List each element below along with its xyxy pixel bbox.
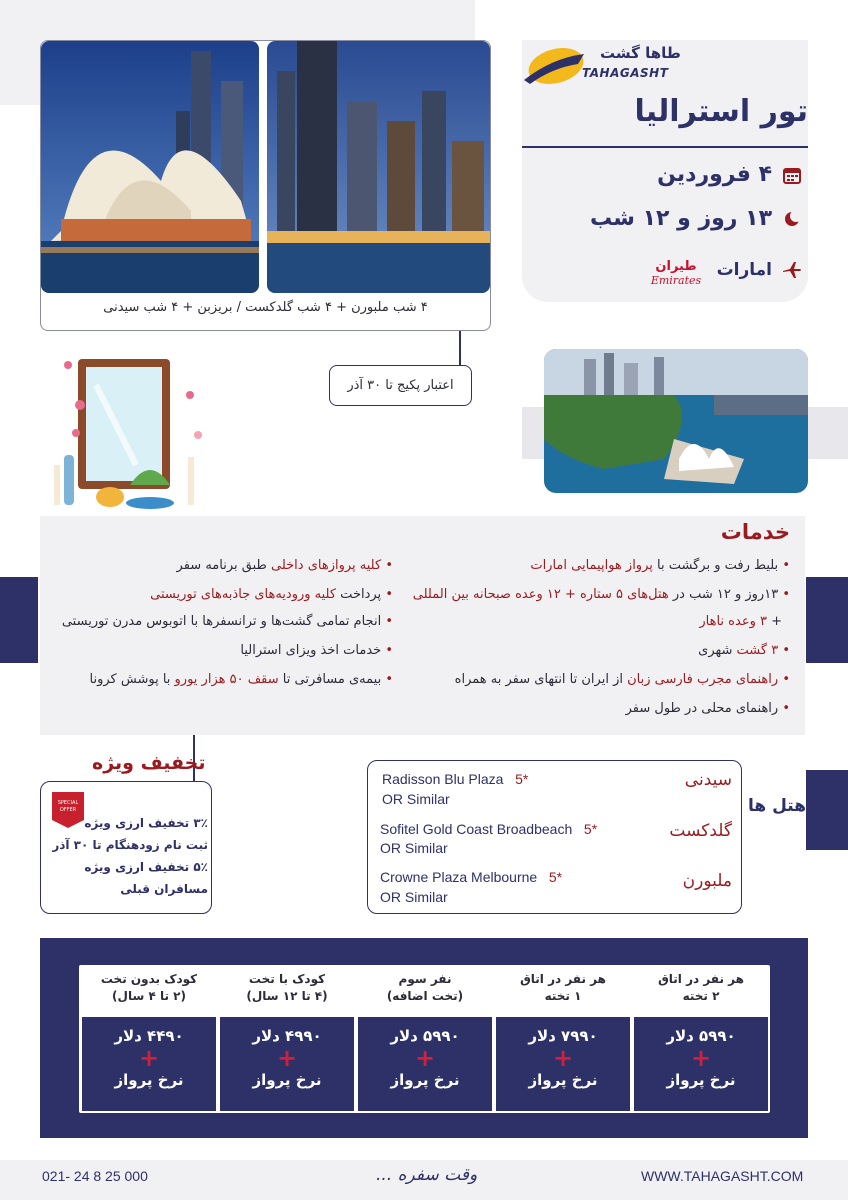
title-divider xyxy=(522,146,808,148)
hotels-title: هتل ها xyxy=(748,796,806,816)
flight-fare-label: نرخ پرواز xyxy=(528,1071,598,1089)
flight-fare-label: نرخ پرواز xyxy=(390,1071,460,1089)
plus-sign: + xyxy=(690,1044,712,1072)
footer-slogan: وقت سفره ... xyxy=(376,1165,478,1185)
services-title: خدمات xyxy=(720,520,790,544)
service-item: • انجام تمامی گشت‌ها و ترانسفرها با اتوبوس مدرن توریستی xyxy=(61,614,393,629)
price-column xyxy=(632,965,770,1089)
tour-duration-row xyxy=(590,206,802,231)
price-subheader: (تخت اضافه) xyxy=(386,989,464,1003)
svg-text:OFFER: OFFER xyxy=(59,807,77,813)
service-item: + ۳ وعده ناهار xyxy=(699,614,782,629)
hotel-city: ملبورن xyxy=(682,871,732,891)
special-offer-badge-icon xyxy=(50,790,86,830)
sydney-skyline-photo xyxy=(267,41,490,293)
hotel-name: Sofitel Gold Coast Broadbeach 5* xyxy=(380,821,598,837)
tour-date: ۴ فروردین xyxy=(657,162,772,187)
hotel-city: سیدنی xyxy=(684,770,732,790)
svg-text:SPECIAL: SPECIAL xyxy=(57,800,79,806)
price-value: ۵۹۹۰ دلار xyxy=(666,1027,736,1045)
price-column xyxy=(356,965,494,1089)
price-subheader: ۱ تخته xyxy=(544,989,582,1003)
price-header: کودک با تخت xyxy=(248,972,326,986)
hotel-city: گلدکست xyxy=(669,821,732,841)
decorative-bar xyxy=(806,577,848,663)
plus-sign: + xyxy=(276,1044,298,1072)
tour-duration: ۱۳ روز و ۱۲ شب xyxy=(590,206,772,231)
service-item: • بلیط رفت و برگشت با پرواز هواپیمایی امارات xyxy=(530,558,790,573)
hotel-name: Crowne Plaza Melbourne 5* xyxy=(380,869,563,885)
discount-title: تخفیف ویژه xyxy=(92,752,206,774)
decorative-bar xyxy=(806,770,848,850)
price-header: کودک بدون تخت xyxy=(100,972,198,986)
price-value: ۷۹۹۰ دلار xyxy=(528,1027,598,1045)
price-value: ۵۹۹۰ دلار xyxy=(390,1027,460,1045)
hotel-alt: OR Similar xyxy=(382,791,450,807)
price-subheader: (۲ تا ۴ سال) xyxy=(112,989,186,1003)
service-item: • پرداخت کلیه ورودیه‌های جاذبه‌های توریستی xyxy=(150,587,393,602)
discount-line: ۳٪ تخفیف ارزی ویژه xyxy=(84,816,208,830)
discount-line: ۵٪ تخفیف ارزی ویژه xyxy=(84,860,208,874)
package-validity: اعتبار پکیج تا ۳۰ آذر xyxy=(329,365,472,406)
service-item: • راهنمای محلی در طول سفر xyxy=(625,701,790,716)
emirates-logo: ﻃﻴﺮﺍﻥ Emirates xyxy=(650,259,702,287)
service-item: • خدمات اخذ ویزای استرالیا xyxy=(240,643,393,658)
price-column xyxy=(494,965,632,1089)
flight-fare-label: نرخ پرواز xyxy=(252,1071,322,1089)
tour-airline-row xyxy=(717,260,802,280)
brand-name-fa: طاها گشت xyxy=(600,44,681,62)
flight-fare-label: نرخ پرواز xyxy=(666,1071,736,1089)
footer-phone[interactable]: 021- 24 8 25 000 xyxy=(42,1168,148,1184)
airplane-icon xyxy=(782,260,802,280)
hotel-alt: OR Similar xyxy=(380,889,448,905)
service-item: • ۱۳روز و ۱۲ شب در هتل‌های ۵ ستاره + ۱۲ وعده صبحانه بین المللی xyxy=(412,587,790,602)
footer-website-link[interactable]: WWW.TAHAGASHT.COM xyxy=(641,1168,804,1184)
price-subheader: ۲ تخته xyxy=(682,989,720,1003)
discount-line: ثبت نام زودهنگام تا ۳۰ آذر xyxy=(52,838,208,852)
calendar-icon xyxy=(782,165,802,185)
price-column xyxy=(80,965,218,1089)
tour-title: تور استرالیا xyxy=(634,94,808,129)
price-column xyxy=(218,965,356,1089)
price-value: ۴۹۹۰ دلار xyxy=(252,1027,322,1045)
sydney-harbour-aerial-photo xyxy=(544,349,808,493)
decorative-bar xyxy=(0,577,38,663)
hotel-alt: OR Similar xyxy=(380,840,448,856)
service-item: • بیمه‌ی مسافرتی تا سقف ۵۰ هزار یورو با پوشش کرونا xyxy=(89,672,393,687)
plus-sign: + xyxy=(414,1044,436,1072)
price-value: ۴۴۹۰ دلار xyxy=(114,1027,184,1045)
service-item: • ۳ گشت شهری xyxy=(698,643,790,658)
flight-fare-label: نرخ پرواز xyxy=(114,1071,184,1089)
nowruz-mirror-illustration xyxy=(40,345,210,515)
sydney-opera-house-photo xyxy=(41,41,259,293)
airline-name: امارات xyxy=(716,260,772,280)
moon-sun-icon xyxy=(782,209,802,229)
service-item: • کلیه پروازهای داخلی طبق برنامه سفر xyxy=(176,558,393,573)
tour-date-row xyxy=(657,162,802,187)
photo-caption: ۴ شب ملبورن + ۴ شب گلدکست / بریزبن + ۴ شب سیدنی xyxy=(103,300,428,315)
plus-sign: + xyxy=(552,1044,574,1072)
plus-sign: + xyxy=(138,1044,160,1072)
service-item: • راهنمای مجرب فارسی زبان از ایران تا انتهای سفر به همراه xyxy=(454,672,790,687)
price-header: نفر سوم xyxy=(398,972,452,986)
discount-line: مسافران قبلی xyxy=(120,882,208,896)
brand-name-en: TAHAGASHT xyxy=(582,66,669,80)
hotel-name: Radisson Blu Plaza 5* xyxy=(382,771,529,787)
price-header: هر نفر در اتاق xyxy=(658,972,744,986)
price-subheader: (۴ تا ۱۲ سال) xyxy=(246,989,328,1003)
connector-line xyxy=(459,331,461,369)
price-header: هر نفر در اتاق xyxy=(520,972,606,986)
